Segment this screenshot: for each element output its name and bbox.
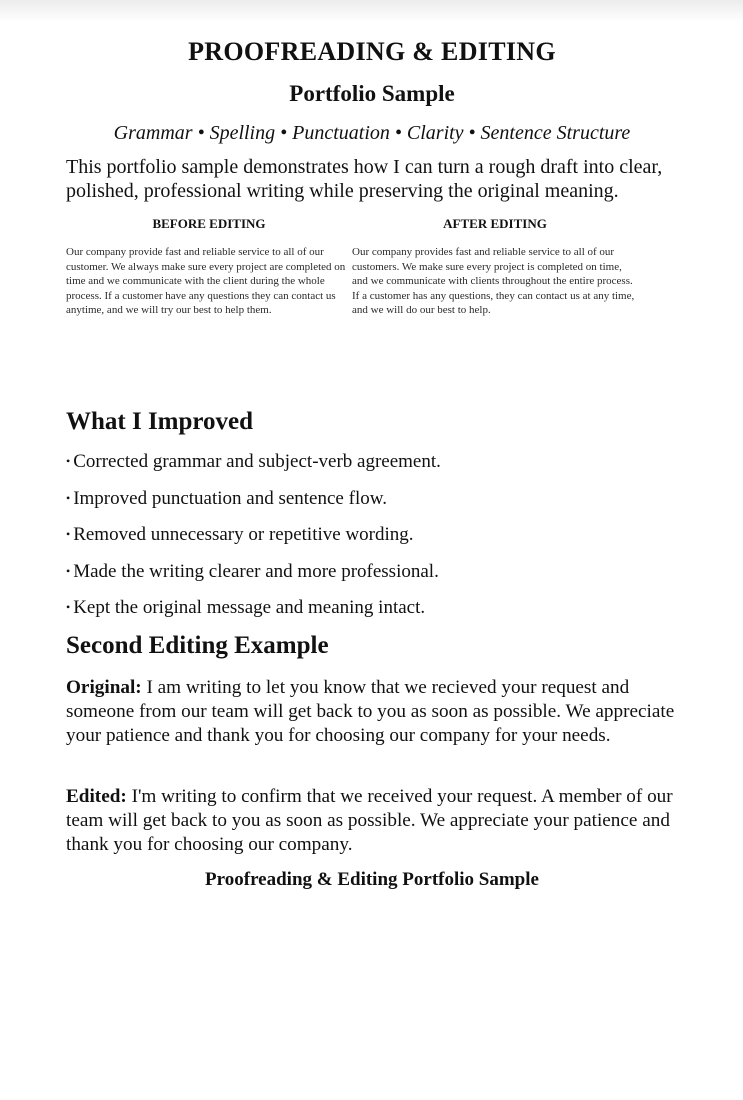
top-shadow: [0, 0, 743, 22]
edited-label: Edited:: [66, 786, 127, 807]
second-example-heading: Second Editing Example: [66, 632, 329, 659]
improved-list: [66, 450, 678, 633]
list-item-text: Kept the original message and meaning intact.: [73, 597, 426, 618]
list-item: [66, 523, 678, 547]
document-page: [66, 36, 678, 890]
after-column: [352, 216, 638, 318]
bullet-icon: •: [66, 490, 71, 505]
list-item-text: Improved punctuation and sentence flow.: [73, 487, 387, 509]
list-item: [66, 450, 678, 474]
edited-text: I'm writing to confirm that we received your request. A member of our team will get back to you as soon as possible. We appreciate your patience and thank you for choosing our company.: [66, 786, 673, 855]
original-label: Original:: [66, 677, 142, 698]
before-heading: BEFORE EDITING: [152, 216, 266, 231]
footer-caption: Proofreading & Editing Portfolio Sample: [205, 869, 539, 890]
before-column: [66, 216, 352, 318]
intro-paragraph: This portfolio sample demonstrates how I can turn a rough draft into clear, polished, professional writing while preserving the original meaning.: [66, 156, 663, 202]
original-paragraph: [66, 676, 678, 748]
list-item: [66, 487, 678, 511]
topics-line: Grammar • Spelling • Punctuation • Clarity • Sentence Structure: [113, 122, 631, 144]
before-after-comparison: [66, 216, 678, 318]
bullet-icon: •: [66, 600, 71, 614]
original-text: I am writing to let you know that we recieved your request and someone from our team will get back to you as soon as possible. We appreciate your patience and thank you for choosing our company for your needs.: [66, 677, 675, 746]
list-item-text: Made the writing clearer and more professional.: [73, 560, 439, 582]
document-subtitle: Portfolio Sample: [289, 81, 455, 106]
bullet-icon: •: [66, 454, 71, 468]
before-text: Our company provide fast and reliable service to all of our customer. We always make sure every project are completed on time and we communicate with the client during the whole process. If a customer have any questions they can contact us anytime, and we will try our best to help them.: [66, 246, 346, 317]
document-title: PROOFREADING & EDITING: [188, 37, 556, 66]
list-item: [66, 560, 678, 584]
bullet-icon: •: [66, 527, 71, 541]
improved-heading: What I Improved: [66, 408, 254, 435]
after-heading: AFTER EDITING: [443, 216, 547, 231]
list-item: [66, 596, 678, 620]
list-item-text: Removed unnecessary or repetitive wording.: [73, 524, 414, 545]
bullet-icon: •: [66, 563, 71, 578]
edited-paragraph: [66, 785, 678, 857]
after-text: Our company provides fast and reliable service to all of our customers. We make sure every project is completed on time, and we communicate with clients throughout the entire process. If a customer has any questions, they can contact us at any time, and we will do our best to help.: [352, 246, 635, 317]
list-item-text: Corrected grammar and subject-verb agreement.: [73, 451, 441, 472]
